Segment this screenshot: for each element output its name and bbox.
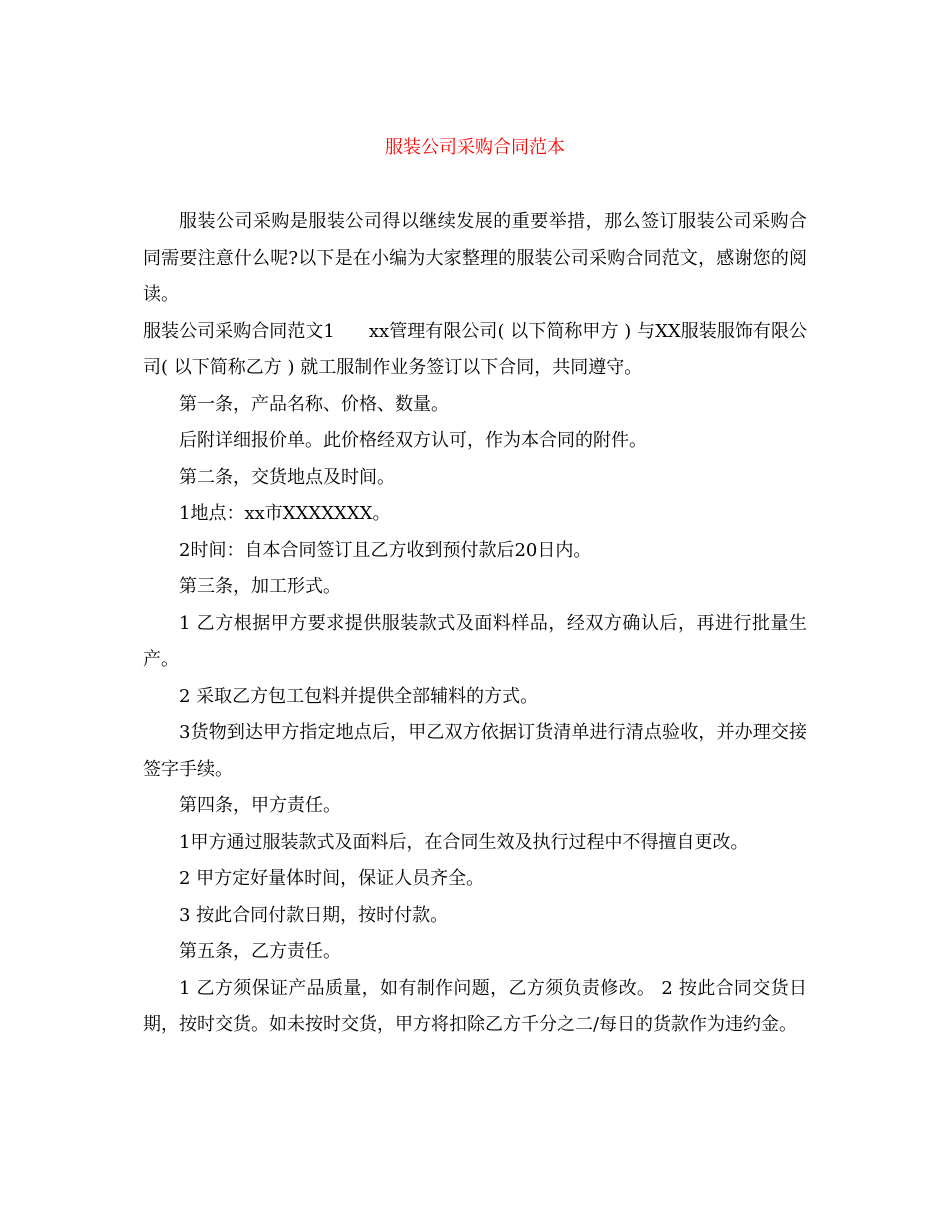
article-2-item-1: 1地点：xx市XXXXXXX。	[179, 503, 391, 524]
article-4-heading: 第四条，甲方责任。	[179, 795, 341, 816]
article-1-detail: 后附详细报价单。此价格经双方认可，作为本合同的附件。	[179, 430, 647, 451]
document-title: 服装公司采购合同范本	[385, 137, 565, 158]
article-5-heading: 第五条，乙方责任。	[179, 941, 341, 962]
article-3-heading: 第三条，加工形式。	[179, 576, 341, 597]
article-4-item-2: 2 甲方定好量体时间，保证人员齐全。	[179, 868, 485, 889]
paragraph-intro: 服装公司采购是服装公司得以继续发展的重要举措，那么签订服装公司采购合同需要注意什么呢?以下是在小编为大家整理的服装公司采购合同范文，感谢您的阅读。	[143, 211, 807, 305]
article-3-item-1: 1 乙方根据甲方要求提供服装款式及面料样品，经双方确认后，再进行批量生产。	[143, 612, 807, 670]
article-4-item-3: 3 按此合同付款日期，按时付款。	[179, 904, 449, 926]
article-5-items: 1 乙方须保证产品质量，如有制作问题，乙方须负责修改。 2 按此合同交货日期，按时交货。如未按时交货，甲方将扣除乙方千分之二/每日的货款作为违约金。	[143, 977, 807, 1035]
article-4-item-1: 1甲方通过服装款式及面料后，在合同生效及执行过程中不得擅自更改。	[179, 831, 749, 853]
document-body	[143, 204, 807, 1044]
article-1-heading: 第一条，产品名称、价格、数量。	[179, 393, 449, 415]
article-3-item-2: 2 采取乙方包工包料并提供全部辅料的方式。	[179, 685, 539, 707]
sample-heading: 服装公司采购合同范文1	[143, 320, 335, 342]
article-2-item-2: 2时间：自本合同签订且乙方收到预付款后20日内。	[179, 539, 592, 561]
paragraph-contract-parties	[143, 314, 807, 387]
parties-text: xx管理有限公司( 以下简称甲方 ) 与XX服装服饰有限公司( 以下简称乙方 ) 就工服制作业务签订以下合同，共同遵守。	[143, 320, 808, 378]
article-3-item-3: 3货物到达甲方指定地点后，甲乙双方依据订货清单进行清点验收，并办理交接签字手续。	[143, 722, 807, 780]
article-2-heading: 第二条，交货地点及时间。	[179, 466, 395, 488]
